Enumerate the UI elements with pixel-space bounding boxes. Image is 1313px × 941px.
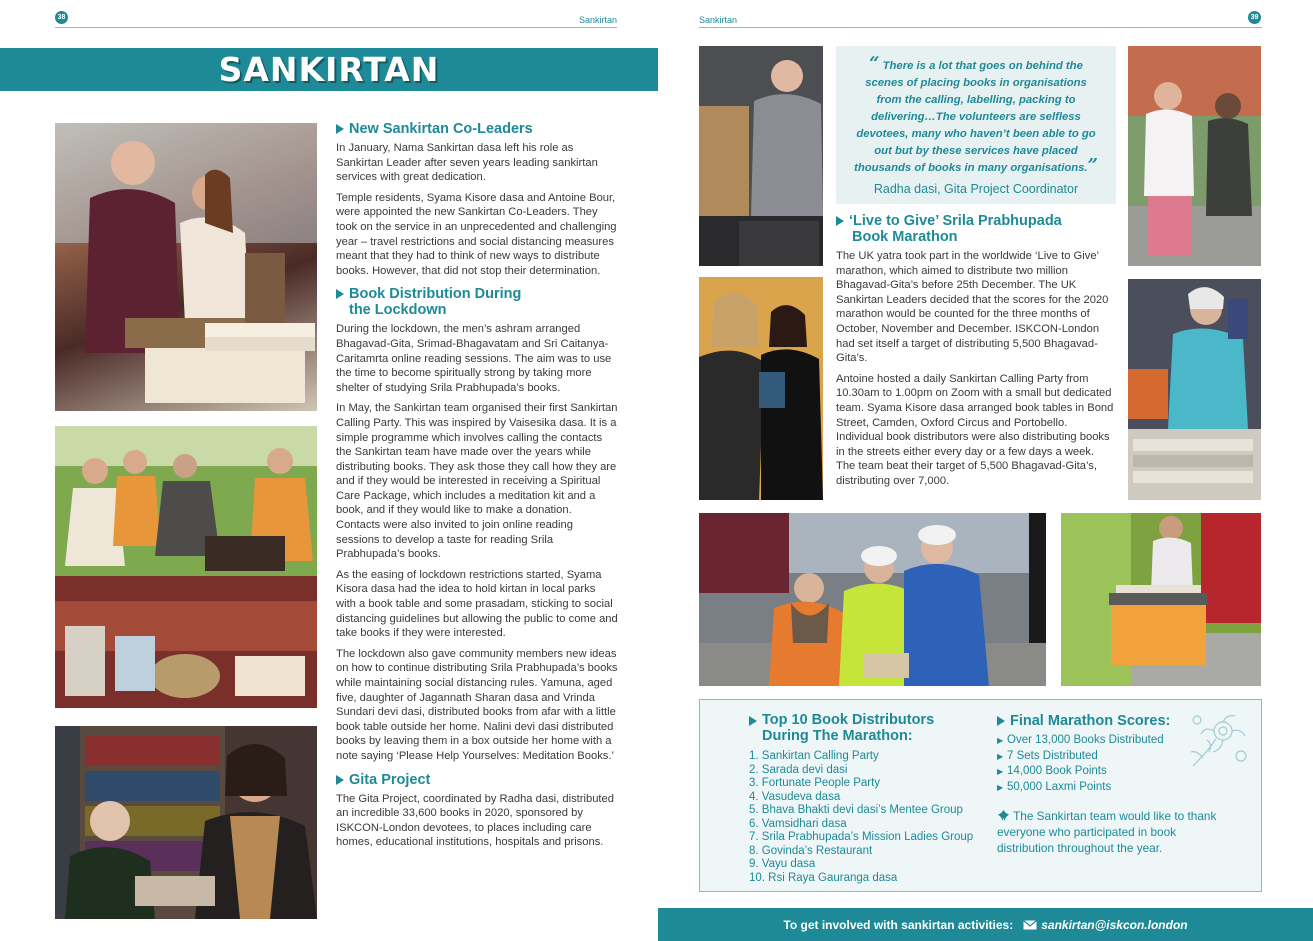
heading-top10-distributors: Top 10 Book Distributors During The Marathon: — [749, 713, 989, 744]
list-item: 4. Vasudeva dasa — [749, 790, 841, 803]
heading-live-to-give-marathon: ‘Live to Give’ Srila Prabhupada Book Marathon — [836, 213, 1116, 245]
top10-block — [749, 713, 989, 885]
photo-park-kirtan — [55, 426, 317, 708]
envelope-icon — [1023, 920, 1037, 930]
photo-ladies-with-books — [55, 726, 317, 919]
lockdown-paragraph-2: In May, the Sankirtan team organised their first Sankirtan Calling Party. This was inspired by Vaisesika dasa. It is a simple programme which involves calling the contacts the Sankirtan team have made over the years while distributing books. They ask those they call how they are and if they would be interested in receiving a Spiritual Care Package, which includes a meditation kit and a book, and if they would like to make a donation. Contacts were also invited to join online reading sessions to develop a taste for reading Srila Prabhupada’s books. — [336, 402, 618, 561]
heading-arrow-icon — [336, 289, 344, 299]
heading-final-scores: Final Marathon Scores: — [997, 713, 1227, 729]
marathon-paragraph-2: Antoine hosted a daily Sankirtan Calling Party from 10.30am to 1.00pm on Zoom with a small but dedicated team. Syama Kisore dasa arranged book tables in Bond Street, Camden, Oxford Circus and Portobello. Individual book distributors were also distributing books in the streets either every day or a few days a week. The team beat their target of 5,500 Bhagavad-Gita’s, distributing over 7,000. — [836, 372, 1114, 487]
list-item: 7. Srila Prabhupada’s Mission Ladies Group — [749, 831, 974, 843]
list-item: 9. Vayu dasa — [749, 858, 816, 870]
photo-man-with-boxes — [699, 46, 823, 266]
flower-icon — [997, 809, 1010, 822]
heading-arrow-icon — [836, 216, 844, 226]
pull-quote-text: “ There is a lot that goes on behind the scenes of placing books in organisations from the calling, labelling, packing to delivering…The volunteers are selfless devotees, many who haven’t been able to go out but by these services have placed thousands of books in many organisations.” — [854, 53, 1098, 176]
marathon-paragraph-1: The UK yatra took part in the worldwide ‘Live to Give’ marathon, which aimed to distribute two million Bhagavad-Gita’s before 25th December. The UK Sankirtan Leaders decided that the scores for the 2020 marathon would be counted for the three months of October, November and December. ISKCON-London had set itself a target of distributing 5,500 Bhagavad-Gita’s. — [836, 250, 1109, 365]
list-item: ▶ 50,000 Laxmi Points — [997, 780, 1227, 796]
heading-gita-project: Gita Project — [336, 772, 618, 788]
heading-arrow-icon — [997, 716, 1005, 726]
open-quote-icon: “ — [869, 53, 880, 74]
list-item: 5. Bhava Bhakti devi dasi’s Mentee Group — [749, 804, 963, 816]
photo-girl-book-table — [1061, 513, 1261, 686]
lockdown-paragraph-4: The lockdown also gave community members new ideas on how to continue distributing Srila Prabhupada’s books while maintaining social distancing rules. Yamuna, aged five, daughter of Jagannath Sharan dasa and Vrinda Sundari devi dasi, distributed books from afar with a little book table outside her home. Nalini devi dasi distributed books by leaving them in a box outside her home with a note saying ‘Please Help Yourselves: Meditation Books.’ — [336, 647, 618, 762]
top10-list — [749, 750, 989, 885]
lockdown-paragraph-3: As the easing of lockdown restrictions started, Syama Kisora dasa had the idea to hold kirtan in local parks with a book table and some prasadam, sticking to social distancing guidelines but allowing the public to come and take books if they were interested. — [336, 568, 618, 640]
thanks-note: The Sankirtan team would like to thank everyone who participated in book distribution throughout the year. — [997, 808, 1217, 855]
list-item: 10. Rsi Raya Gauranga dasa — [749, 871, 898, 884]
photo-women-street — [1128, 46, 1261, 266]
page-banner-title: SANKIRTAN — [0, 48, 658, 91]
header-rule-left — [55, 27, 617, 28]
heading-arrow-icon — [336, 775, 344, 785]
page-number-left: 38 — [55, 11, 68, 24]
list-item: 3. Fortunate People Party — [749, 777, 881, 789]
photo-elderly-woman-books — [1128, 279, 1261, 500]
bullet-arrow-icon: ▶ — [997, 751, 1004, 761]
lockdown-paragraph-1: During the lockdown, the men’s ashram arranged Bhagavad-Gita, Srimad-Bhagavatam and Sri Caitanya-Caritamrta online reading sessions. The aim was to use the time to become spiritually strong by taking more shelter of studying Srila Prabhupada’s books. — [336, 323, 612, 394]
right-text-column — [836, 213, 1116, 495]
photo-street-distributors — [699, 513, 1046, 686]
list-item: 2. Sarada devi dasi — [749, 763, 848, 776]
list-item: 6. Vamsidhari dasa — [749, 817, 847, 830]
marathon-results-panel — [699, 699, 1262, 892]
running-title-left: Sankirtan — [579, 15, 618, 25]
floral-decoration-icon — [1183, 706, 1253, 776]
page-number-right: 39 — [1248, 11, 1261, 24]
list-item: ▶ Over 13,000 Books Distributed — [997, 733, 1227, 749]
gita-project-paragraph: The Gita Project, coordinated by Radha dasi, distributed an incredible 33,600 books in 2020, sponsored by ISKCON-London devotees, to places including care homes, educational institutions, hospitals and prisons. — [336, 792, 614, 849]
footer-label: To get involved with sankirtan activities: — [783, 917, 1014, 932]
co-leaders-paragraph-1: In January, Nama Sankirtan dasa left his role as Sankirtan Leader after seven years leading sankirtan services with great dedication. — [336, 142, 598, 184]
left-text-column — [336, 121, 618, 856]
running-title-right: Sankirtan — [699, 15, 738, 25]
bullet-arrow-icon: ▶ — [997, 736, 1004, 745]
pull-quote — [836, 46, 1116, 204]
list-item: ▶ 14,000 Book Points — [997, 764, 1227, 780]
bullet-arrow-icon: ▶ — [997, 767, 1004, 777]
footer-contact-bar — [658, 908, 1313, 941]
heading-book-distribution-lockdown: Book Distribution During the Lockdown — [336, 286, 618, 318]
pull-quote-attribution: Radha dasi, Gita Project Coordinator — [873, 182, 1079, 196]
list-item: ▶ 7 Sets Distributed — [997, 749, 1227, 765]
heading-arrow-icon — [749, 716, 757, 726]
heading-new-co-leaders: New Sankirtan Co-Leaders — [336, 121, 618, 137]
footer-email-link[interactable]: sankirtan@iskcon.london — [1041, 917, 1188, 932]
photo-woman-and-girl-with-books — [699, 277, 823, 500]
list-item: 8. Govinda’s Restaurant — [749, 844, 873, 857]
list-item: 1. Sankirtan Calling Party — [749, 750, 879, 762]
photo-devotees-book-table — [55, 123, 317, 411]
bullet-arrow-icon: ▶ — [997, 783, 1004, 793]
heading-arrow-icon — [336, 124, 344, 134]
close-quote-icon: ” — [1087, 155, 1098, 176]
co-leaders-paragraph-2: Temple residents, Syama Kisore dasa and Antoine Bour, were appointed the new Sankirtan Co-Leaders. They took on the service in an unprecedented and challenging year – travel restrictions and social distancing measures meant that they had to think of new ways to distribute books. However, that did not stop their determination. — [336, 191, 617, 277]
header-rule-right — [699, 27, 1262, 28]
